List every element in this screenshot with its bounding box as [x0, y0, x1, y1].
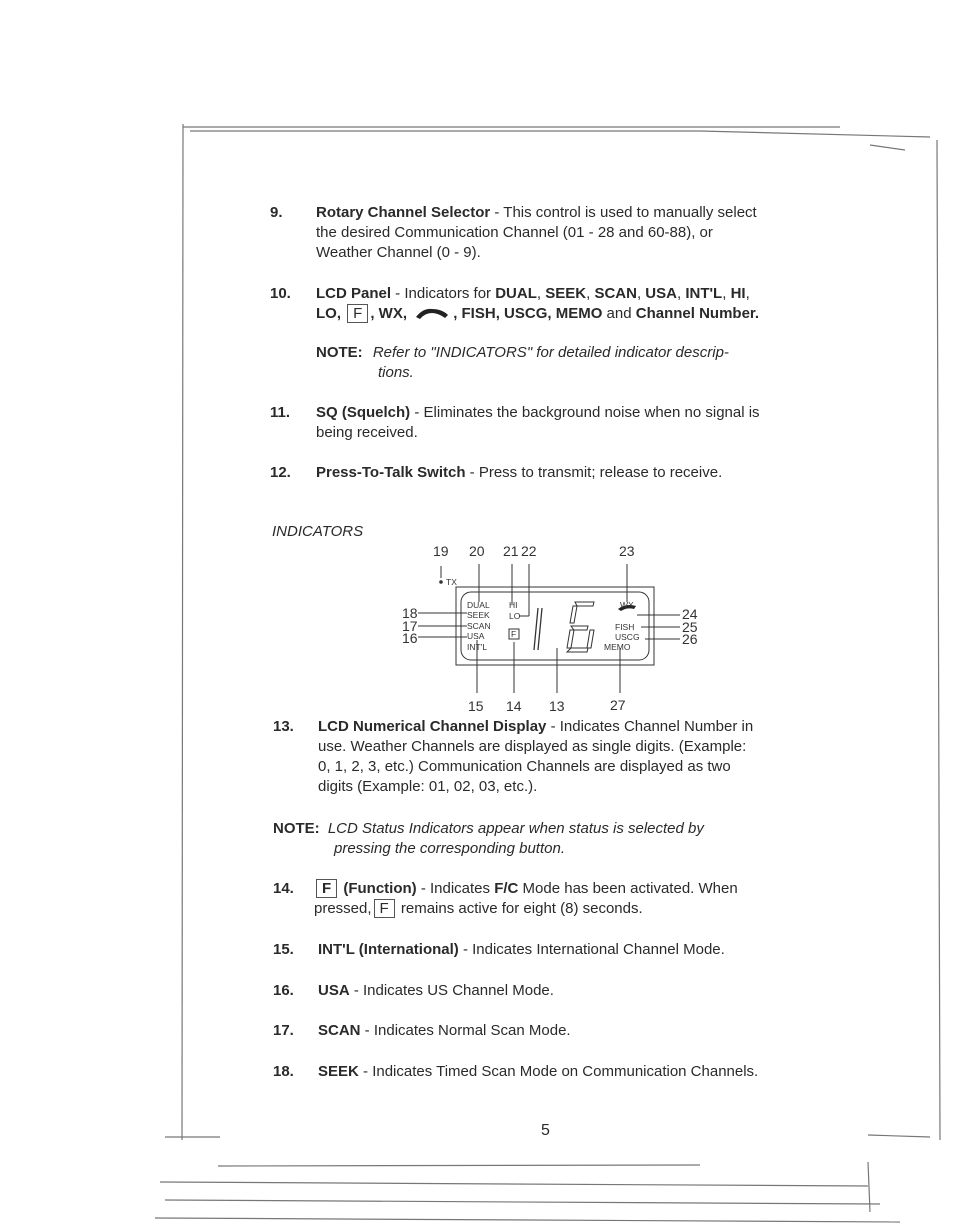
lcd-memo: MEMO	[604, 642, 631, 652]
item-title: SEEK	[318, 1063, 359, 1080]
callout-24: 24	[682, 606, 698, 622]
item-text: the desired Communication Channel (01 - 28 and 60-88), or	[316, 224, 713, 241]
lcd-dual: DUAL	[467, 600, 490, 610]
scan-label: SCAN	[594, 285, 637, 302]
item-text: remains active for eight (8) seconds.	[396, 900, 643, 917]
item-title: Rotary Channel Selector	[316, 204, 491, 221]
note-text: pressing the corresponding button.	[334, 840, 565, 857]
f-key-box: F	[347, 304, 368, 323]
callout-15: 15	[468, 698, 484, 714]
item-title: USA	[318, 982, 350, 999]
note-text: Refer to "INDICATORS" for detailed indicator descrip-	[372, 344, 729, 361]
note-label: NOTE:	[273, 820, 320, 837]
seek-label: SEEK	[545, 285, 587, 302]
item-text: - Indicates	[416, 880, 495, 897]
lcd-fish: FISH	[615, 622, 635, 632]
note-refer-indicators	[316, 343, 796, 383]
callout-18: 18	[402, 605, 418, 621]
item-number: 16.	[273, 982, 294, 999]
lcd-f: F	[511, 629, 517, 639]
tx-dot	[439, 580, 443, 584]
item-text: being received.	[316, 424, 418, 441]
indicators-heading: INDICATORS	[272, 523, 364, 540]
callout-14: 14	[506, 698, 522, 714]
item-text: digits (Example: 01, 02, 03, etc.).	[318, 778, 538, 795]
item-number: 9.	[270, 204, 283, 221]
dual-label: DUAL	[495, 285, 537, 302]
channel-number-label: Channel Number.	[635, 305, 760, 322]
item-title: LCD Panel	[316, 285, 392, 302]
callout-13: 13	[549, 698, 565, 714]
lcd-indicators-diagram	[395, 540, 715, 720]
item-title: SCAN	[318, 1022, 361, 1039]
lcd-uscg: USCG	[615, 632, 640, 642]
callout-19: 19	[433, 543, 449, 559]
item-text: - Indicates Normal Scan Mode.	[360, 1022, 571, 1039]
callout-16: 16	[402, 630, 418, 646]
item-title: (Function)	[343, 880, 417, 897]
item-number: 14.	[273, 880, 294, 897]
lcd-scan: SCAN	[467, 621, 491, 631]
note-lcd-status	[273, 819, 793, 859]
f-key-box: F	[316, 879, 337, 898]
item-text: and	[602, 305, 636, 322]
intl-label: INT'L	[685, 285, 723, 302]
item-text: use. Weather Channels are displayed as single digits. (Example:	[318, 738, 747, 755]
item-number: 13.	[273, 718, 294, 735]
callout-26: 26	[682, 631, 698, 647]
callout-20: 20	[469, 543, 485, 559]
fish-uscg-memo-label: , FISH, USCG, MEMO	[453, 305, 603, 322]
item-text: - Indicates US Channel Mode.	[349, 982, 554, 999]
lcd-intl: INT'L	[467, 642, 488, 652]
item-text: - Indicators for	[391, 285, 496, 302]
item-number: 11.	[270, 404, 291, 421]
item-number: 10.	[270, 285, 291, 302]
lcd-hi: HI	[509, 600, 518, 610]
item-number: 17.	[273, 1022, 294, 1039]
item-number: 18.	[273, 1063, 294, 1080]
item-text: - Indicates Timed Scan Mode on Communication Channels.	[358, 1063, 759, 1080]
hi-label: HI	[730, 285, 746, 302]
item-text: - Indicates International Channel Mode.	[458, 941, 725, 958]
item-text: - Eliminates the background noise when no signal is	[410, 404, 760, 421]
page-number: 5	[541, 1122, 550, 1139]
f-key-box: F	[374, 899, 395, 918]
item-text: - Press to transmit; release to receive.	[465, 464, 723, 481]
note-text: tions.	[378, 364, 414, 381]
wx-label: , WX,	[370, 305, 408, 322]
fc-label: F/C	[494, 880, 519, 897]
item-title: INT'L (International)	[318, 941, 459, 958]
tx-label: TX	[446, 577, 457, 587]
callout-25: 25	[682, 619, 698, 635]
callout-22: 22	[521, 543, 537, 559]
lcd-usa: USA	[467, 631, 485, 641]
callout-27: 27	[610, 697, 626, 713]
item-text: pressed,	[314, 900, 372, 917]
note-text: LCD Status Indicators appear when status is selected by	[327, 820, 704, 837]
item-number: 15.	[273, 941, 294, 958]
lcd-wx: WX	[620, 600, 634, 610]
fish-icon	[413, 307, 451, 321]
lo-label: LO,	[316, 305, 341, 322]
item-title: Press-To-Talk Switch	[316, 464, 466, 481]
item-text: - Indicates Channel Number in	[546, 718, 754, 735]
item-text: - This control is used to manually select	[490, 204, 757, 221]
lcd-seek: SEEK	[467, 610, 490, 620]
item-text: 0, 1, 2, 3, etc.) Communication Channels are displayed as two	[318, 758, 731, 775]
note-label: NOTE:	[316, 344, 363, 361]
item-number: 12.	[270, 464, 291, 481]
callout-23: 23	[619, 543, 635, 559]
item-title: SQ (Squelch)	[316, 404, 411, 421]
item-text: Mode has been activated. When	[518, 880, 738, 897]
item-text: Weather Channel (0 - 9).	[316, 244, 481, 261]
item-title: LCD Numerical Channel Display	[318, 718, 547, 735]
usa-label: USA	[645, 285, 677, 302]
callout-21: 21	[503, 543, 519, 559]
lcd-lo: LO	[509, 611, 521, 621]
callout-17: 17	[402, 618, 418, 634]
